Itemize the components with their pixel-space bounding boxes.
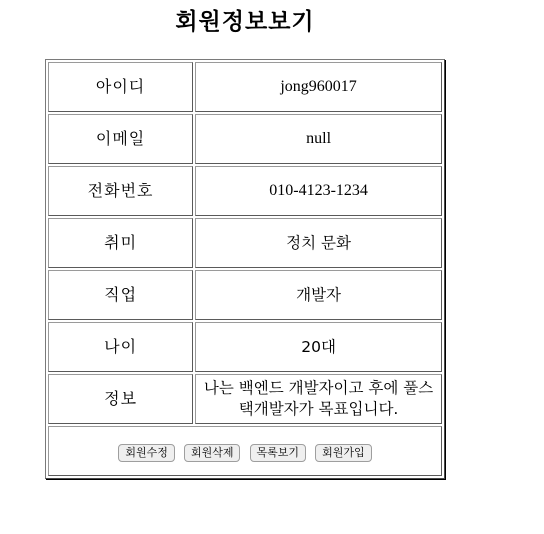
job-value: 개발자 [195, 270, 442, 320]
id-label: 아이디 [48, 62, 193, 112]
button-row [48, 426, 442, 476]
join-member-button[interactable]: 회원가입 [315, 444, 372, 462]
job-label: 직업 [48, 270, 193, 320]
info-label: 정보 [48, 374, 193, 424]
age-value: 20대 [195, 322, 442, 372]
view-list-button[interactable]: 목록보기 [250, 444, 307, 462]
hobby-value: 정치 문화 [195, 218, 442, 268]
email-label: 이메일 [48, 114, 193, 164]
phone-value: 010-4123-1234 [195, 166, 442, 216]
hobby-label: 취미 [48, 218, 193, 268]
edit-member-button[interactable]: 회원수정 [118, 444, 175, 462]
phone-label: 전화번호 [48, 166, 193, 216]
button-cell [48, 426, 442, 476]
table-row [48, 374, 442, 424]
table-row [48, 270, 442, 320]
table-row [48, 62, 442, 112]
table-row [48, 218, 442, 268]
table-row [48, 166, 442, 216]
table-row [48, 322, 442, 372]
member-info-table [45, 59, 445, 479]
age-label: 나이 [48, 322, 193, 372]
info-value: 나는 백엔드 개발자이고 후에 풀스택개발자가 목표입니다. [195, 374, 442, 424]
delete-member-button[interactable]: 회원삭제 [184, 444, 241, 462]
email-value: null [195, 114, 442, 164]
id-value: jong960017 [195, 62, 442, 112]
page-title: 회원정보보기 [175, 9, 315, 35]
table-row [48, 114, 442, 164]
